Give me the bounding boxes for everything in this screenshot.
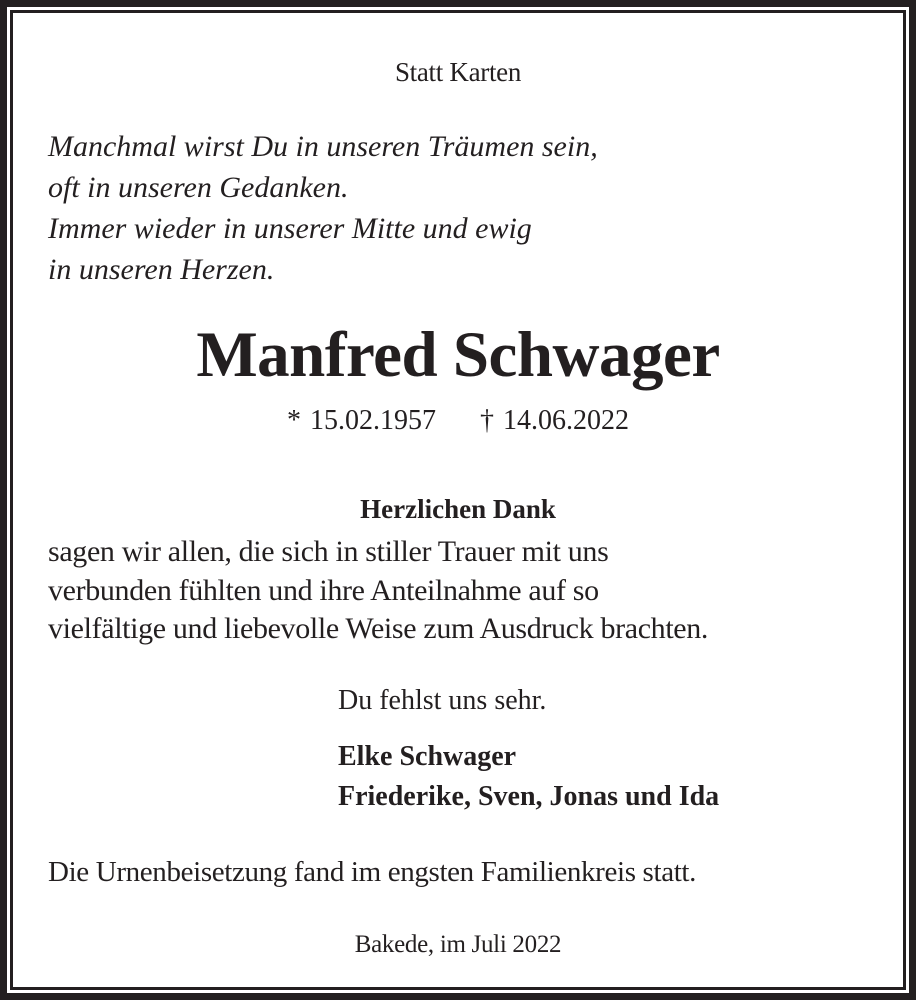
burial-note: Die Urnenbeisetzung fand im engsten Familienkreis statt. [48, 856, 697, 888]
life-dates [13, 405, 903, 437]
thanks-line: vielfältige und liebevolle Weise zum Ausdruck brachten. [48, 612, 709, 645]
farewell-line: Du fehlst uns sehr. [338, 685, 547, 716]
obituary-notice [10, 10, 906, 990]
place-and-date: Bakede, im Juli 2022 [354, 931, 562, 958]
memorial-poem [48, 126, 598, 290]
thanks-body [48, 533, 708, 649]
death-date: 14.06.2022 [503, 405, 629, 436]
deceased-name: Manfred Schwager [196, 319, 720, 391]
signatory: Friederike, Sven, Jonas und Ida [338, 781, 720, 812]
poem-line: oft in unseren Gedanken. [48, 171, 349, 204]
death-cross-icon: † [480, 405, 494, 436]
birth-star-icon: * [287, 405, 301, 436]
poem-line: in unseren Herzen. [48, 253, 275, 286]
thanks-line: verbunden fühlten und ihre Anteilnahme auf so [48, 573, 599, 607]
birth-date: 15.02.1957 [310, 405, 436, 436]
thanks-line: sagen wir allen, die sich in stiller Trauer mit uns [48, 535, 609, 568]
border-gap [7, 7, 909, 993]
signatory: Elke Schwager [338, 741, 517, 772]
header-statt-karten: Statt Karten [394, 57, 522, 87]
signatories [338, 737, 719, 817]
thanks-heading: Herzlichen Dank [360, 494, 556, 524]
poem-line: Immer wieder in unserer Mitte und ewig [48, 212, 532, 245]
poem-line: Manchmal wirst Du in unseren Träumen sein, [48, 130, 598, 163]
